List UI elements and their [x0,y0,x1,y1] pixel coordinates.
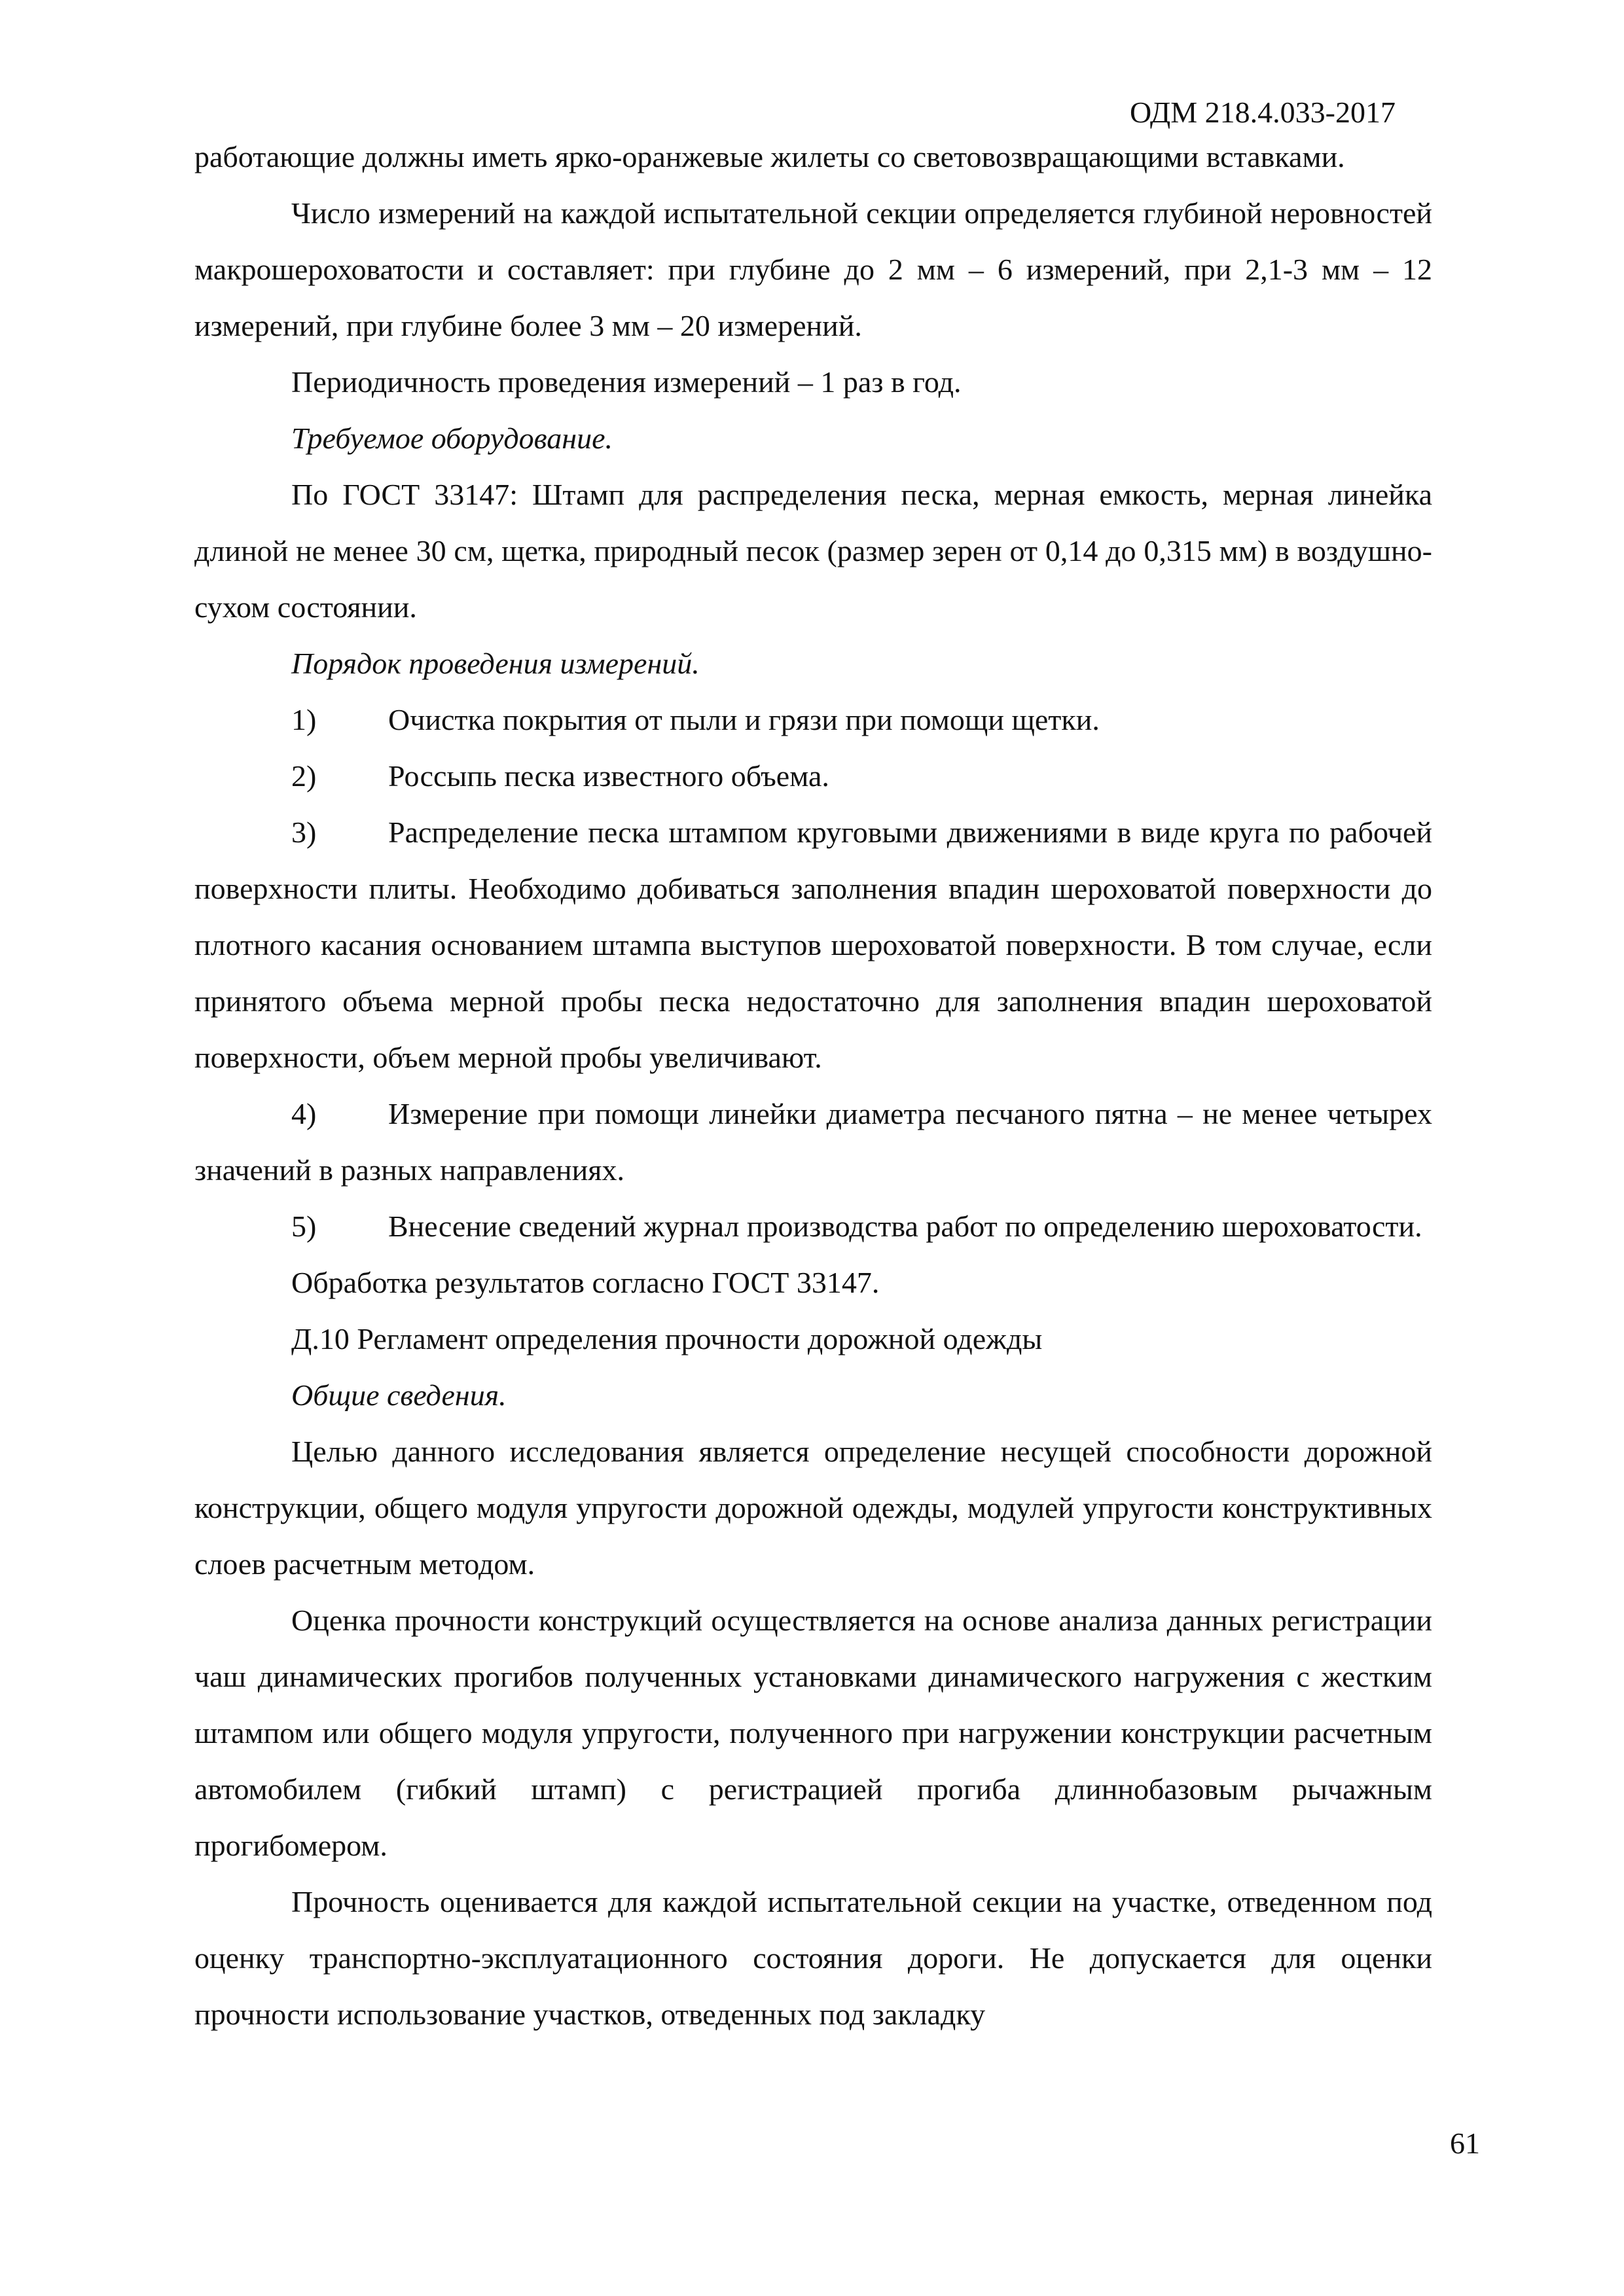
section-title: Д.10 Регламент определения прочности дорожной одежды [291,1322,1043,1355]
list-item-text: Россыпь песка известного объема. [388,759,829,793]
paragraph-measurement-count: Число измерений на каждой испытательной секции определяется глубиной неровностей макрошероховатости и составляет: при глубине до 2 мм – 6 измерений, при 2,1-3 мм – 12 измерений, при глубине более 3 мм – 20 измерений. [194,196,1432,342]
list-item [194,1086,1432,1198]
paragraph-results-processing: Обработка результатов согласно ГОСТ 33147. [291,1266,880,1299]
list-item [194,1198,1432,1255]
paragraph-strength: Прочность оценивается для каждой испытательной секции на участке, отведенном под оценку транспортно-эксплуатационного состояния дороги. Не допускается для оценки прочности использование участков, отведенных под закладку [194,1885,1432,2031]
list-item-text: Измерение при помощи линейки диаметра песчаного пятна – не менее четырех значений в разных направлениях. [194,1097,1432,1187]
list-item-number: 3) [291,816,317,849]
list-item-number: 1) [291,703,317,736]
list-item-text: Внесение сведений журнал производства работ по определению шероховатости. [388,1210,1422,1243]
list-item [194,692,1432,748]
heading-general: Общие сведения. [291,1378,507,1412]
list-item-number: 2) [291,759,317,793]
paragraph-equipment: По ГОСТ 33147: Штамп для распределения песка, мерная емкость, мерная линейка длиной не менее 30 см, щетка, природный песок (размер зерен от 0,14 до 0,315 мм) в воздушно-сухом состоянии. [194,478,1432,624]
paragraph-vests: работающие должны иметь ярко-оранжевые жилеты со световозвращающими вставками. [194,140,1345,173]
page-content [194,129,1432,2043]
list-item-text: Распределение песка штампом круговыми движениями в виде круга по рабочей поверхности плиты. Необходимо добиваться заполнения впадин шероховатой поверхности до плотного касания основанием штампа выступов шероховатой поверхности. В том случае, если принятого объема мерной пробы песка недостаточно для заполнения впадин шероховатой поверхности, объем мерной пробы увеличивают. [194,816,1432,1074]
list-item [194,804,1432,1086]
list-item-text: Очистка покрытия от пыли и грязи при помощи щетки. [388,703,1100,736]
paragraph-periodicity: Периодичность проведения измерений – 1 раз в год. [291,365,962,399]
heading-procedure: Порядок проведения измерений. [291,647,700,680]
heading-equipment: Требуемое оборудование. [291,422,613,455]
list-item-number: 5) [291,1210,317,1243]
paragraph-assessment: Оценка прочности конструкций осуществляется на основе анализа данных регистрации чаш динамических прогибов полученных установками динамического нагружения с жестким штампом или общего модуля упругости, полученного при нагружении конструкции расчетным автомобилем (гибкий штамп) с регистрацией прогиба длиннобазовым рычажным прогибомером. [194,1604,1432,1862]
page-number: 61 [1450,2126,1480,2160]
list-item-number: 4) [291,1097,317,1130]
document-code: ОДМ 218.4.033-2017 [1129,96,1396,129]
list-item [194,748,1432,804]
paragraph-purpose: Целью данного исследования является определение несущей способности дорожной конструкции, общего модуля упругости дорожной одежды, модулей упругости конструктивных слоев расчетным методом. [194,1435,1432,1581]
